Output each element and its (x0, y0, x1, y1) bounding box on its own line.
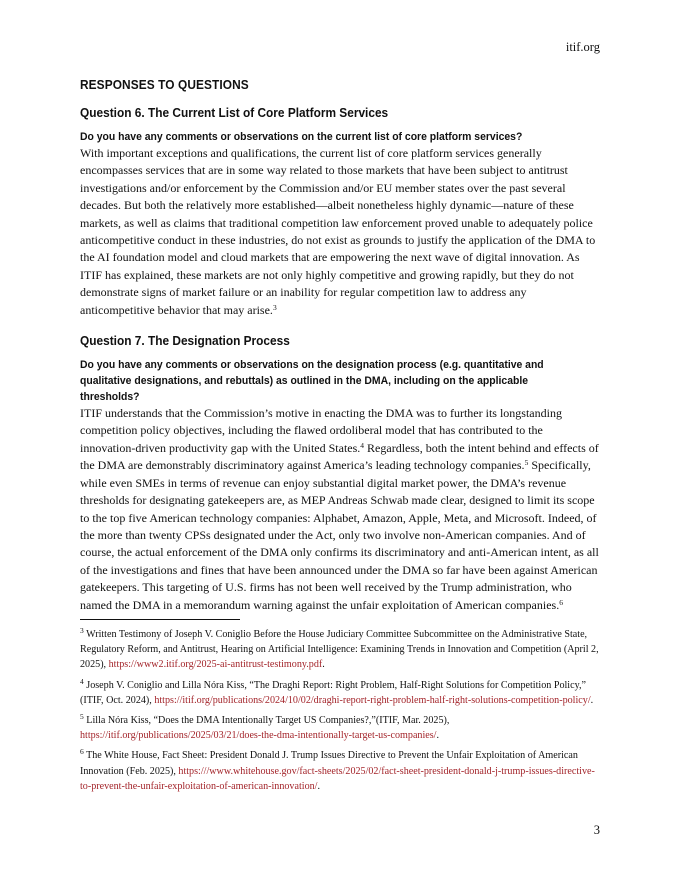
footnote-link[interactable]: https://itif.org/publications/2025/03/21/does-the-dma-intentionally-target-us-companies/ (80, 730, 437, 742)
q6-heading: Question 6. The Current List of Core Platform Services (80, 106, 389, 120)
page-number: 3 (593, 823, 600, 837)
footnote-tail: . (317, 780, 320, 792)
q6-body-text: With important exceptions and qualifications, the current list of core platform services generally encompasses services that are in some way related to those markets that have been subject to antitrust investigations and/or enforcement by the Commission and/or EU member states over the past several decades. But both the relatively more established—albeit nonetheless highly dynamic—nature of these markets, as well as claims that traditional competition law enforcement proved unable to adequately police anticompetitive conduct in these industries, do not exist as grounds to justify the application of the DMA to the AI foundation model and cloud markets that are empowering the next wave of digital innovation. As ITIF has explained, these markets are not only highly competitive and growing rapidly, but they do not demonstrate signs of market failure or an inability for regular competition law to address any anticompetitive behavior that may arise. (80, 146, 596, 317)
footnote-text: The White House, Fact Sheet: President Donald J. Trump Issues Directive to Prevent the Unfair Exploitation of American Innovation (Feb. 2025), (80, 750, 578, 777)
footnote-link[interactable]: https://www2.itif.org/2025-ai-antitrust-testimony.pdf (108, 659, 323, 671)
footnote-text: Lilla Nóra Kiss, “Does the DMA Intentionally Target US Companies?,”(ITIF, Mar. 2025), (86, 715, 450, 727)
q7-body (80, 405, 600, 614)
footnote-text: Written Testimony of Joseph V. Coniglio Before the House Judiciary Committee Subcommittee on the Administrative State, Regulatory Reform, and Antitrust, Hearing on Artificial Intelligence: Examining Trends in Innovation and Competition (April 2, 2025), (80, 629, 599, 671)
header-site: itif.org (565, 40, 600, 54)
footnote-divider (80, 619, 240, 620)
q7-subheading: Do you have any comments or observations on the designation process (e.g. quantitative and qualitative designations, and rebuttals) as outlined in the DMA, including on the applicable thresholds? (80, 359, 544, 404)
footnote-ref-4[interactable]: 4 (360, 440, 365, 450)
footnote-tail: . (322, 659, 325, 671)
q7-body-text-2: Regardless, both the intent behind and effects of the DMA are demonstrably discriminatory against America’s leading technology companies. (80, 440, 599, 473)
q7-heading: Question 7. The Designation Process (80, 334, 290, 349)
footnote-ref-5[interactable]: 5 (524, 458, 529, 468)
footnote-ref-3[interactable]: 3 (272, 302, 277, 312)
q6-subheading: Do you have any comments or observations on the current list of core platform services? (80, 131, 523, 143)
footnote-4 (80, 678, 600, 708)
footnote-number: 3 (80, 626, 84, 635)
footnote-link[interactable]: https:///www.whitehouse.gov/fact-sheets/2025/02/fact-sheet-president-donald-j-trump-issues-directive-to-prevent-the-unfair-exploitation-of-american-innovation/ (80, 765, 595, 792)
q7-body-text-3: Specifically, while even SMEs in terms of revenue can enjoy substantial digital market power, the DMA’s revenue thresholds for designating gatekeepers are, as MEP Andreas Schwab made clear, designed to limit its scope to the top five American technology companies: Alphabet, Amazon, Apple, Meta, and Microsoft. Indeed, of the more than twenty CPSs designated under the Act, only two involve non-American companies. And of course, the actual enforcement of the DMA only confirms its discriminatory and anti-American intent, as all of the investigations and fines that have been announced under the DMA so far have been against American gatekeepers. This targeting of U.S. firms has not been well received by the Trump administration, who named the DMA in a memorandum warning against the unfair exploitation of American companies. (80, 458, 599, 612)
q7-body-text-1: ITIF understands that the Commission’s motive in enacting the DMA was to further its longstanding competition policy objectives, including the flawed ordoliberal model that has contributed to the innovation-driven productivity gap with the United States. (80, 406, 562, 455)
footnote-ref-6[interactable]: 6 (559, 597, 563, 607)
footnote-text: Joseph V. Coniglio and Lilla Nóra Kiss, “The Draghi Report: Right Problem, Half-Right Solutions for Competition Policy,” (ITIF, Oct. 2024), (80, 679, 586, 706)
q6-body (80, 145, 600, 319)
footnote-number: 4 (80, 676, 84, 686)
footnote-3 (80, 627, 600, 673)
footnote-number: 6 (80, 747, 84, 757)
footnote-5 (80, 713, 600, 743)
footnote-tail: . (590, 694, 594, 706)
footnote-link[interactable]: https://itif.org/publications/2024/10/02/draghi-report-right-problem-half-right-solutions-competition-policy/ (154, 694, 591, 706)
footnote-number: 5 (80, 712, 84, 722)
section-title: RESPONSES TO QUESTIONS (80, 78, 249, 92)
footnotes (80, 627, 600, 799)
footnote-6 (80, 748, 600, 794)
footnote-tail: . (436, 730, 440, 742)
